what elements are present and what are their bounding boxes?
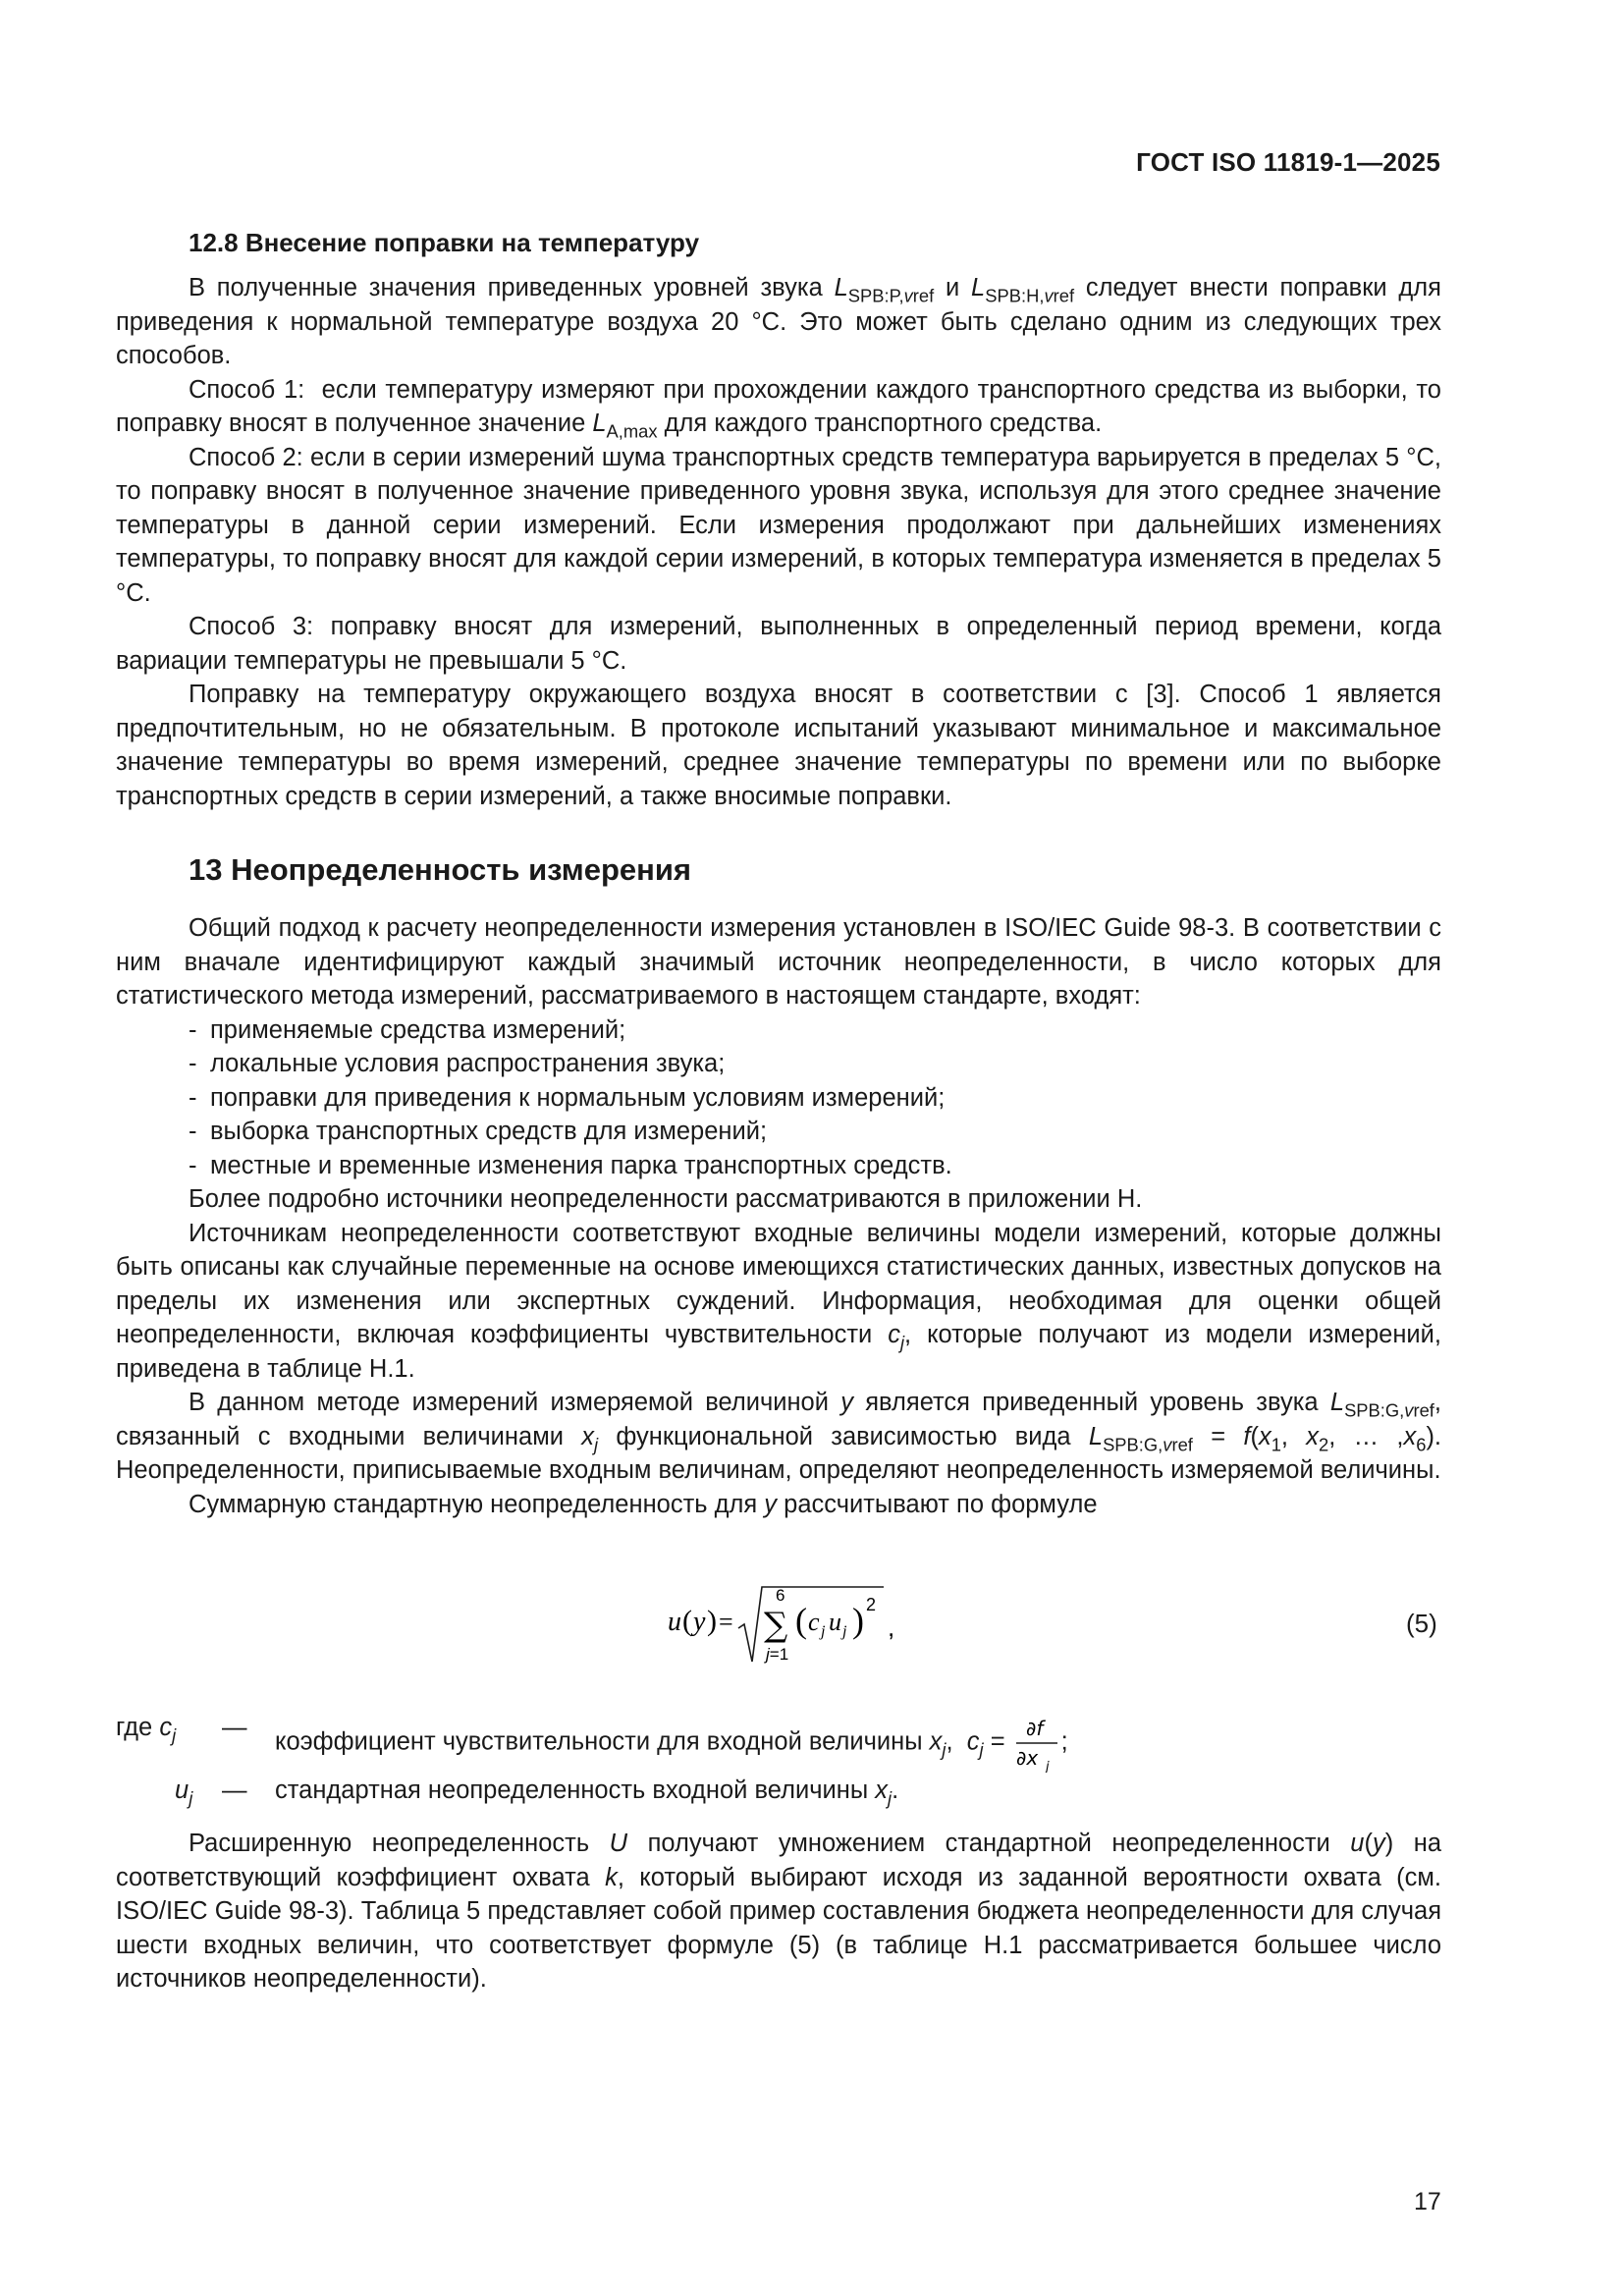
section-13-continued <box>116 1827 1441 1996</box>
formula-legend <box>116 1714 1392 1839</box>
section-13 <box>116 850 1441 1521</box>
paragraph: Поправку на температуру окружающего воздуха вносят в соответствии с [3]. Способ 1 является предпочтительным, но не обязательным. В протоколе испытаний указывают минимальное и максимальное значение температуры во время измерений, среднее значение температуры по времени или по выборке транспортных средств в серии измерений, а также вносимые поправки. <box>116 681 1441 810</box>
svg-text:∑: ∑ <box>764 1606 788 1645</box>
paragraph: Способ 1: если температуру измеряют при прохождении каждого транспортного средства из выборки, то поправку вносят в полученное значение $L_{A,max}$ для каждого транспортного средства. <box>116 375 1441 442</box>
paragraph: Общий подход к расчету неопределенности измерения установлен в ISO/IEC Guide 98-3. В соответствии с ним вначале идентифицируют каждый значимый источник неопределенности, в число которых для статистического метода измерений, рассматриваемого в настоящем стандарте, входят: <box>116 914 1441 1010</box>
partial-derivative <box>1012 1714 1061 1773</box>
section-title: 12.8 Внесение поправки на температуру <box>189 228 700 257</box>
section-title: 13 Неопределенность измерения <box>189 852 691 887</box>
paragraph: В полученные значения приведенных уровней звука $L_{SPB:P,vref}$ и $L_{SPB:H,vref}$ следует внести поправки для приведения к нормальной температуре воздуха 20 °C. Это может быть сделано одним из следующих трех способов. <box>116 274 1441 369</box>
svg-text:2: 2 <box>866 1595 877 1614</box>
paragraph: Более подробно источники неопределенности рассматриваются в приложении Н. <box>189 1185 1143 1213</box>
svg-text:6: 6 <box>776 1586 785 1605</box>
svg-text:j: j <box>1045 1760 1050 1773</box>
paragraph: Источникам неопределенности соответствуют входные величины модели измерений, которые должны быть описаны как случайные переменные на основе имеющихся статистических данных, известных допусков на пределы их изменения или экспертных суждений. Информация, необходимая для оценки общей неопределенности, включая коэффициенты чувствительности $c_j$, которые получают из модели измерений, приведена в таблице Н.1. <box>116 1219 1441 1383</box>
legend-row-uj: $u_j$ — стандартная неопределенность входной величины $x_j$. <box>175 1777 899 1809</box>
document-header: ГОСТ ISO 11819-1—2025 <box>1136 147 1440 177</box>
paragraph: Расширенную неопределенность U получают умножением стандартной неопределенности u(y) на соответствующий коэффициент охвата k, который выбирают исходя из заданной вероятности охвата (см. ISO/IEC Guide 98-3). Таблица 5 представляет собой пример составления бюджета неопределенности для случая шести входных величин, что соответствует формуле (5) (в таблице Н.1 рассматривается большее число источников неопределенности). <box>116 1830 1442 1993</box>
paragraph: Суммарную стандартную неопределенность для y рассчитывают по формуле <box>189 1490 1098 1518</box>
paragraph: Способ 3: поправку вносят для измерений, выполненных в определенный период времени, когда вариации температуры не превышали 5 °C. <box>116 613 1441 675</box>
svg-text:j: j <box>821 1623 826 1640</box>
list-item: - применяемые средства измерений; <box>189 1015 626 1044</box>
svg-text:(: ( <box>795 1601 807 1640</box>
list-item: - локальные условия распространения звука; <box>189 1050 726 1077</box>
svg-text:c: c <box>808 1608 820 1636</box>
paragraph: В данном методе измерений измеряемой величиной y является приведенный уровень звука $L_{SPB:G,vref}$, связанный с входными величинами $x_j$ функциональной зависимостью вида $L_{SPB:G,vref} = f(x_1$, $x_2$, … $,x_6$). Неопределенности, приписываемые входным величинам, определяют неопределенность измеряемой величины. <box>116 1389 1442 1484</box>
svg-text:u: u <box>829 1608 841 1636</box>
svg-text:y: y <box>693 1607 706 1637</box>
svg-text:j=1: j=1 <box>766 1645 789 1664</box>
formula-number: (5) <box>1406 1609 1437 1638</box>
svg-text:u: u <box>668 1607 681 1637</box>
svg-text:=: = <box>719 1608 733 1636</box>
section-12-8 <box>116 226 1441 813</box>
svg-text:∂x: ∂x <box>1015 1746 1038 1770</box>
svg-text:(: ( <box>682 1605 692 1637</box>
list-item: - местные и временные изменения парка транспортных средств. <box>189 1151 952 1179</box>
svg-text:j: j <box>842 1623 847 1640</box>
page-number: 17 <box>1414 2188 1441 2215</box>
list-item: - выборка транспортных средств для измерений; <box>189 1118 768 1145</box>
svg-text:∂f: ∂f <box>1025 1717 1044 1740</box>
formula-5 <box>658 1571 972 1679</box>
svg-text:): ) <box>852 1601 864 1640</box>
legend-row-cj: где $c_j$ — коэффициент чувствительности для входной величины $x_j$, $c_j$ = ∂f ∂x j ; <box>116 1714 1068 1773</box>
svg-text:): ) <box>707 1605 717 1637</box>
svg-text:,: , <box>888 1613 895 1642</box>
paragraph: Способ 2: если в серии измерений шума транспортных средств температура варьируется в пределах 5 °C, то поправку вносят в полученное значение приведенного уровня звука, используя для этого среднее значение температуры в данной серии измерений. Если измерения продолжают при дальнейших изменениях температуры, то поправку вносят для каждой серии измерений, в которых температура изменяется в пределах 5 °C. <box>116 443 1441 607</box>
list-item: - поправки для приведения к нормальным условиям измерений; <box>189 1083 946 1112</box>
